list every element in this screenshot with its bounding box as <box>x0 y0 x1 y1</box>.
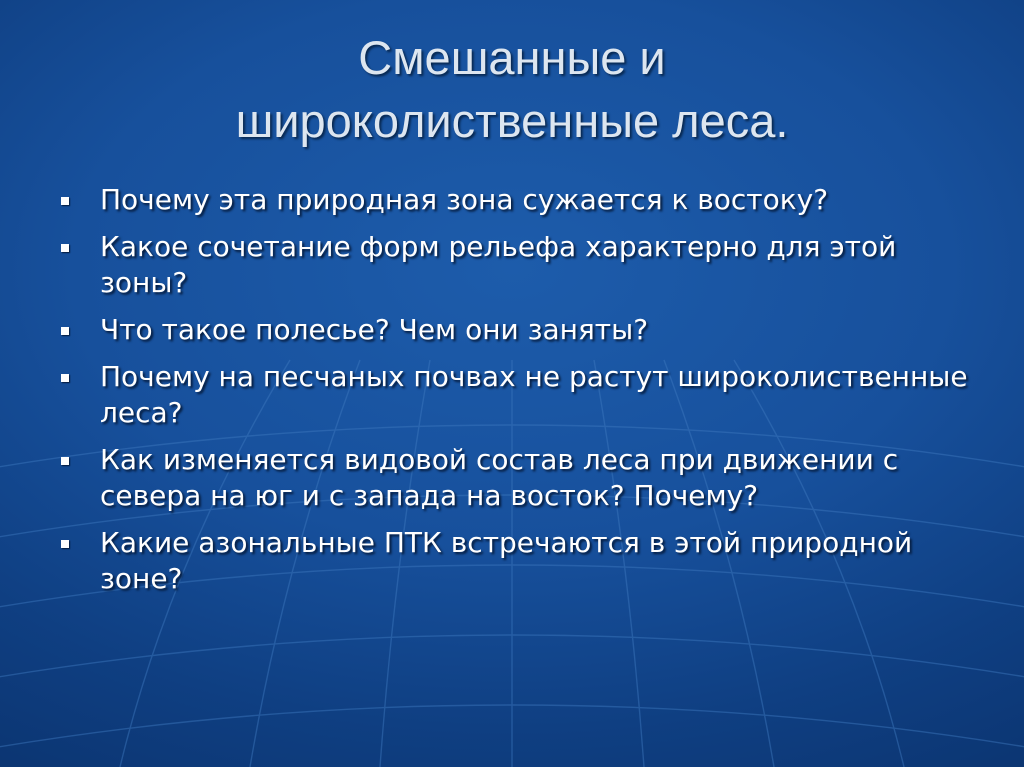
title-line-2: широколиственные леса. <box>235 94 789 147</box>
question-item <box>58 442 988 514</box>
question-text: Какое сочетание форм рельефа характерно для этой зоны? <box>100 230 897 299</box>
square-bullet-icon <box>61 327 69 335</box>
question-item <box>58 359 988 431</box>
slide-title <box>0 26 1024 152</box>
question-text: Какие азональные ПТК встречаются в этой природной зоне? <box>100 526 913 595</box>
square-bullet-icon <box>61 197 69 205</box>
question-text: Что такое полесье? Чем они заняты? <box>100 313 649 346</box>
square-bullet-icon <box>61 457 69 465</box>
title-line-1: Смешанные и <box>358 31 666 84</box>
square-bullet-icon <box>61 540 69 548</box>
question-list <box>58 182 988 608</box>
question-text: Как изменяется видовой состав леса при движении с севера на юг и с запада на восток? Почему? <box>100 443 899 512</box>
square-bullet-icon <box>61 244 69 252</box>
question-item <box>58 525 988 597</box>
question-text: Почему эта природная зона сужается к востоку? <box>100 183 829 216</box>
question-item <box>58 229 988 301</box>
square-bullet-icon <box>61 374 69 382</box>
question-text: Почему на песчаных почвах не растут широколиственные леса? <box>100 360 968 429</box>
question-item <box>58 312 988 348</box>
question-item <box>58 182 988 218</box>
